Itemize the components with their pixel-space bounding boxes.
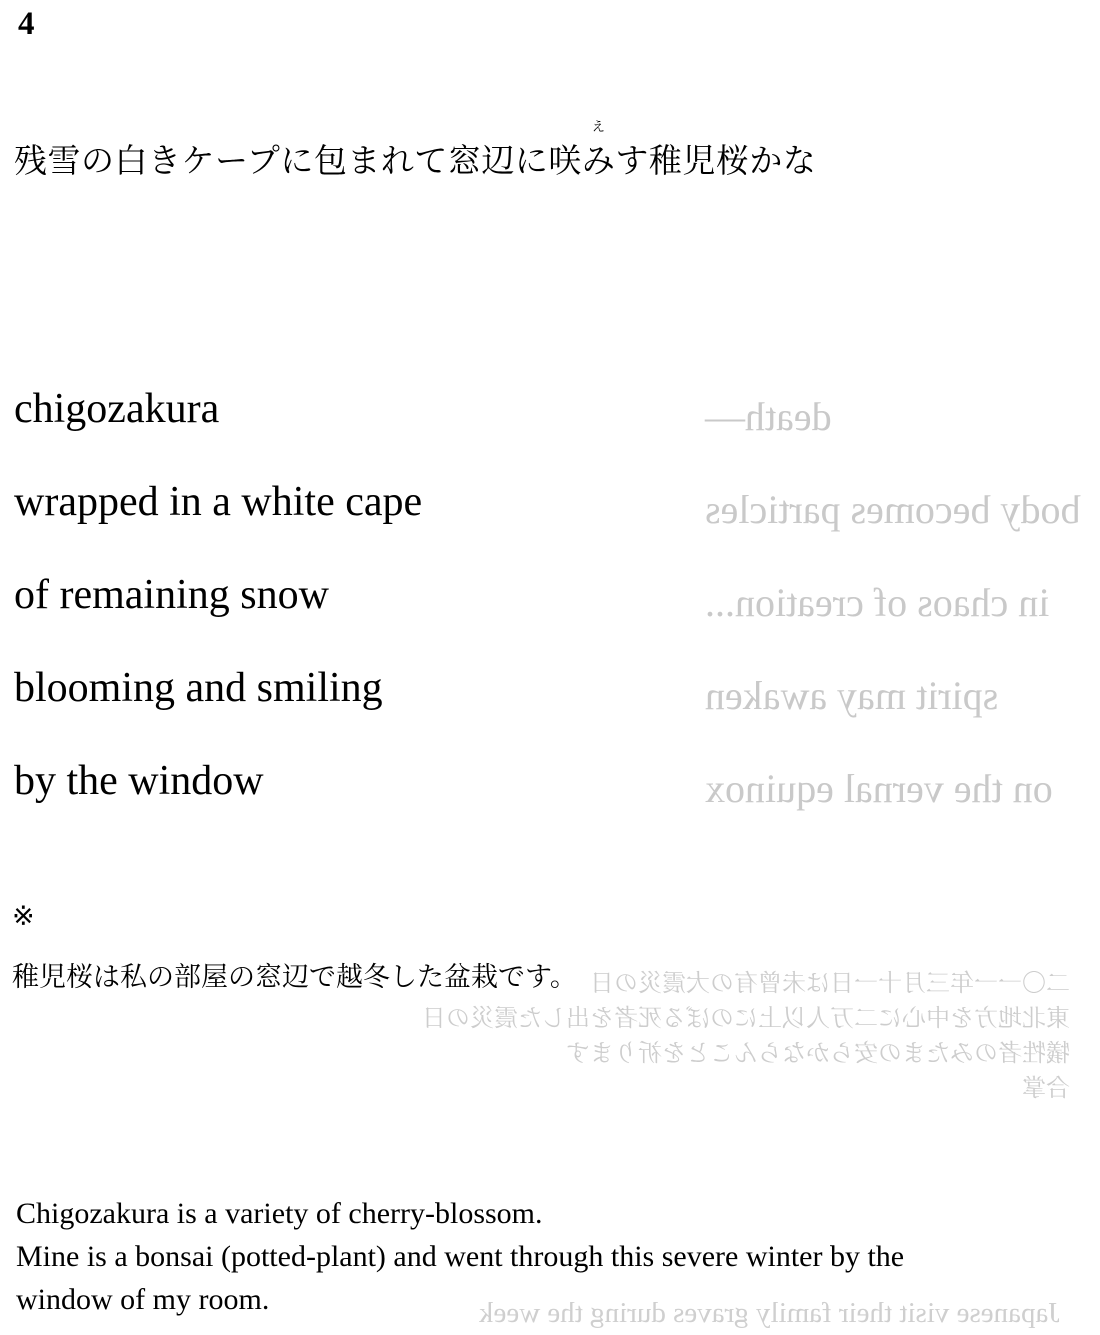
haiku-japanese-line	[14, 120, 817, 181]
ruby-group	[581, 120, 616, 181]
bleed-through-bottom: Japanese visit their family graves during the week	[479, 1297, 1060, 1329]
bleed-line-jp: 東北地方を中心に二万人以上にのぼる死者を出した震災の日	[422, 1004, 1070, 1032]
ruby-annotation: え	[591, 120, 606, 135]
bleed-line-jp: 合掌	[1022, 1074, 1070, 1102]
translation-line: by the window	[14, 758, 264, 804]
bleed-line: body becomes particles	[704, 487, 1080, 532]
bleed-line: death—	[704, 394, 832, 439]
note-english-line: Mine is a bonsai (potted-plant) and went through this severe winter by the	[16, 1240, 905, 1273]
ruby-base: み	[581, 141, 616, 180]
bleed-line-jp: 二〇一一年三月十一日は未曾有の大震災の日	[590, 969, 1070, 997]
bleed-line: spirit may awaken	[704, 673, 998, 718]
bleed-through-english	[705, 370, 1080, 835]
note-english	[16, 1192, 1091, 1321]
note-english-line: Chigozakura is a variety of cherry-blossom.	[16, 1197, 543, 1230]
bleed-line-jp: 犠牲者のみたまの安らかならんことを祈ります	[566, 1039, 1070, 1067]
page-number: 4	[18, 6, 35, 42]
haiku-jp-part-before: 残雪の白きケープに包まれて窓辺に咲	[14, 141, 582, 180]
note-english-line: window of my room.	[16, 1283, 270, 1316]
translation-line: wrapped in a white cape	[14, 479, 423, 525]
haiku-jp-part-after: す稚児桜かな	[615, 141, 817, 180]
note-marker-icon: ※	[12, 901, 35, 932]
haiku-english-translation	[14, 363, 654, 828]
bleed-line: on the vernal equinox	[704, 766, 1053, 811]
translation-line: of remaining snow	[14, 572, 329, 618]
translation-line: blooming and smiling	[14, 665, 383, 711]
translation-line: chigozakura	[14, 386, 220, 432]
bleed-line: in chaos of creation...	[704, 580, 1049, 625]
note-japanese: 稚児桜は私の部屋の窓辺で越冬した盆栽です。	[12, 962, 577, 993]
